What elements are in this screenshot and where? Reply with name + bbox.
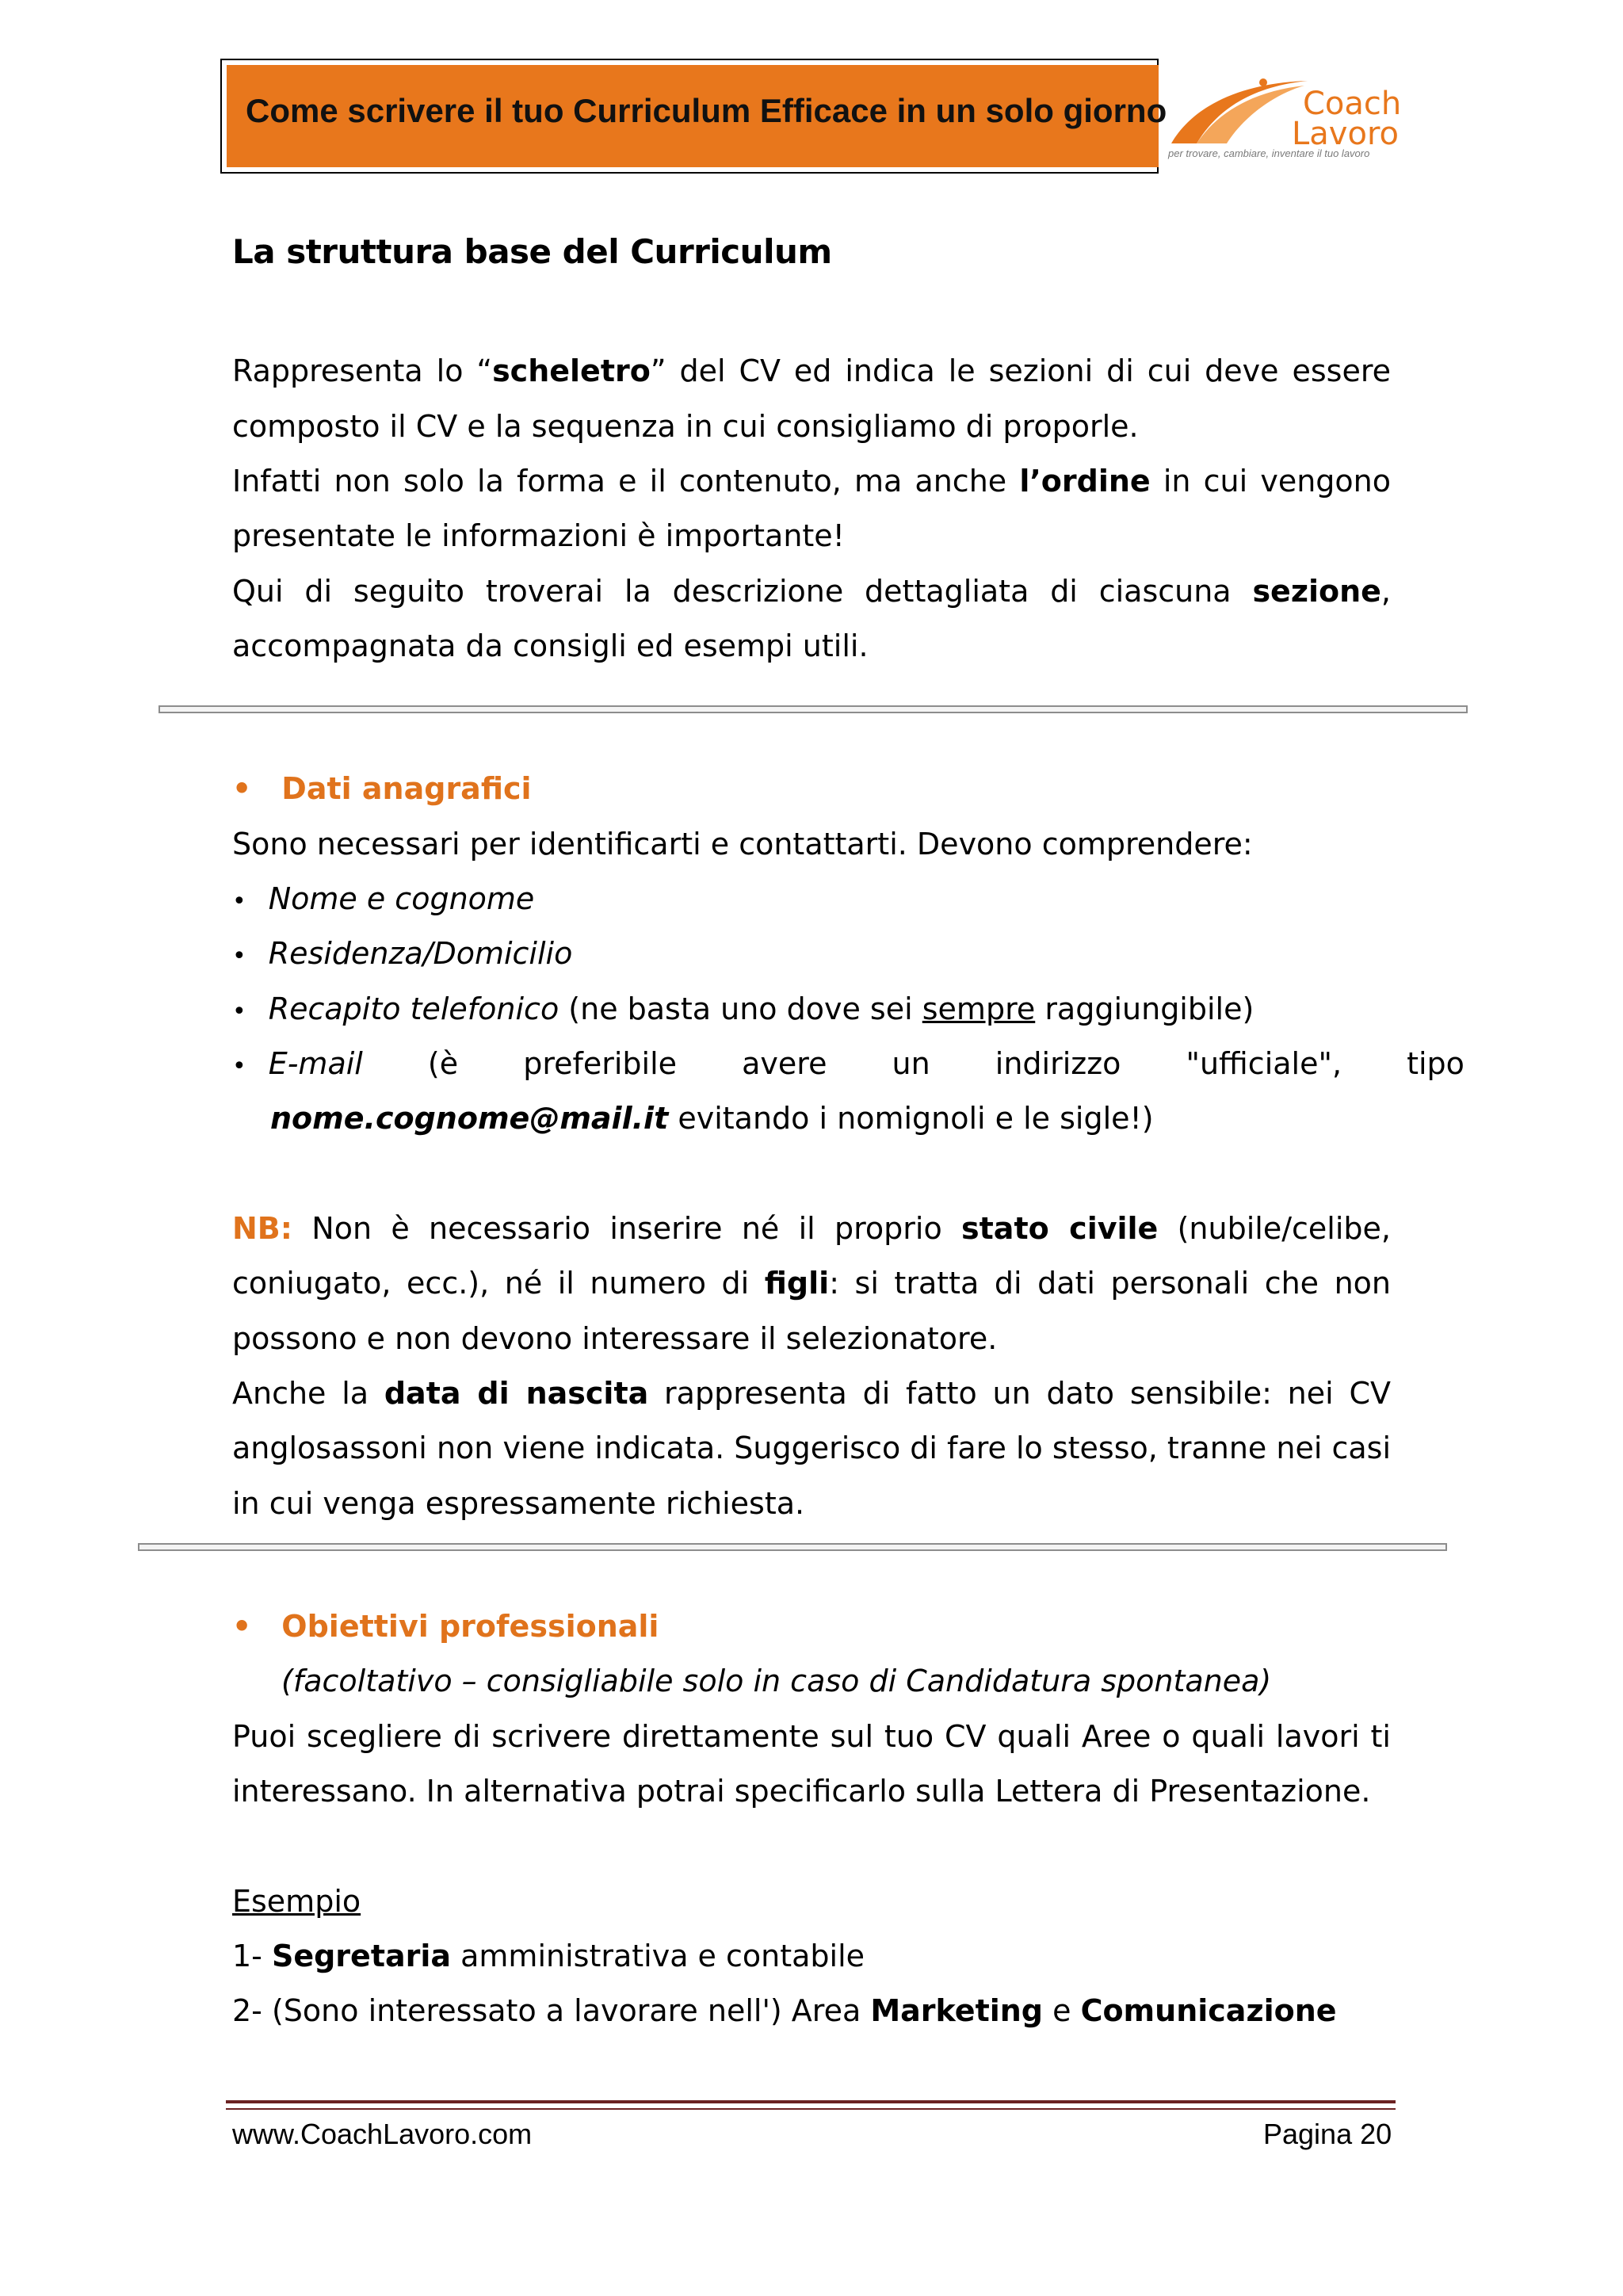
obiettivi-line-2: interessano. In alternativa potrai specificarlo sulla Lettera di Presentazione. [232,1774,1371,1809]
nb-line-3: possono e non devono interessare il selezionatore. [232,1321,998,1356]
nb-line-4: Anche la data di nascita rappresenta di fatto un dato sensibile: nei CV [232,1376,1391,1411]
list-item-continuation: nome.cognome@mail.it evitando i nomignoli e le sigle!) [270,1101,1154,1136]
page-number: Pagina 20 [1263,2118,1392,2150]
example-item: 2- (Sono interessato a lavorare nell') Area Marketing e Comunicazione [232,1993,1337,2028]
example-item: 1- Segretaria amministrativa e contabile [232,1939,865,1973]
dati-intro: Sono necessari per identificarti e contattarti. Devono comprendere: [232,827,1253,861]
obiettivi-line-1: Puoi scegliere di scrivere direttamente sul tuo CV quali Aree o quali lavori ti [232,1719,1391,1754]
bullet-icon: • [232,888,246,915]
bullet-icon: • [232,998,246,1026]
nb-line-5: anglosassoni non viene indicata. Suggerisco di fare lo stesso, tranne nei casi [232,1431,1391,1465]
section-separator [158,705,1468,713]
logo-text-coach: Coach [1303,86,1402,122]
document-title: Come scrivere il tuo Curriculum Efficace in un solo giorno [246,92,1167,129]
list-item: • Recapito telefonico (ne basta uno dove sei sempre raggiungibile) [232,991,1254,1026]
footer-rule [226,2100,1396,2103]
intro-line-2: composto il CV e la sequenza in cui consigliamo di proporle. [232,409,1139,444]
intro-line-6: accompagnata da consigli ed esempi utili. [232,628,869,663]
obiettivi-heading: • Obiettivi professionali [232,1609,659,1644]
esempio-label: Esempio [232,1884,361,1919]
nb-line-6: in cui venga espressamente richiesta. [232,1486,805,1521]
bullet-icon: • [232,942,246,970]
nb-line-2: coniugato, ecc.), né il numero di figli: si tratta di dati personali che non [232,1266,1392,1301]
intro-line-1: Rappresenta lo “scheletro” del CV ed indica le sezioni di cui deve essere [232,353,1391,388]
list-item: • Residenza/Domicilio [232,936,573,971]
list-item: • E-mail (è preferibile avere un indirizzo "ufficiale", tipo [232,1046,1465,1081]
logo-tagline: per trovare, cambiare, inventare il tuo lavoro [1168,147,1370,159]
section-title: La struttura base del Curriculum [232,232,832,271]
nb-line-1: NB: Non è necessario inserire né il proprio stato civile (nubile/celibe, [232,1211,1391,1246]
bullet-icon: • [232,771,252,806]
intro-line-3: Infatti non solo la forma e il contenuto, ma anche l’ordine in cui vengono [232,464,1391,499]
logo-text-lavoro: Lavoro [1292,116,1399,152]
intro-line-5: Qui di seguito troverai la descrizione dettagliata di ciascuna sezione, [232,574,1391,609]
list-item: • Nome e cognome [232,881,535,916]
footer-website: www.CoachLavoro.com [232,2118,533,2150]
footer-rule [226,2108,1396,2110]
section-separator [138,1543,1447,1551]
obiettivi-note: (facoltativo – consigliabile solo in caso di Candidatura spontanea) [281,1664,1272,1698]
bullet-icon: • [232,1609,252,1644]
bullet-icon: • [232,1052,246,1080]
intro-line-4: presentate le informazioni è importante! [232,518,845,553]
dati-heading: • Dati anagrafici [232,771,532,806]
